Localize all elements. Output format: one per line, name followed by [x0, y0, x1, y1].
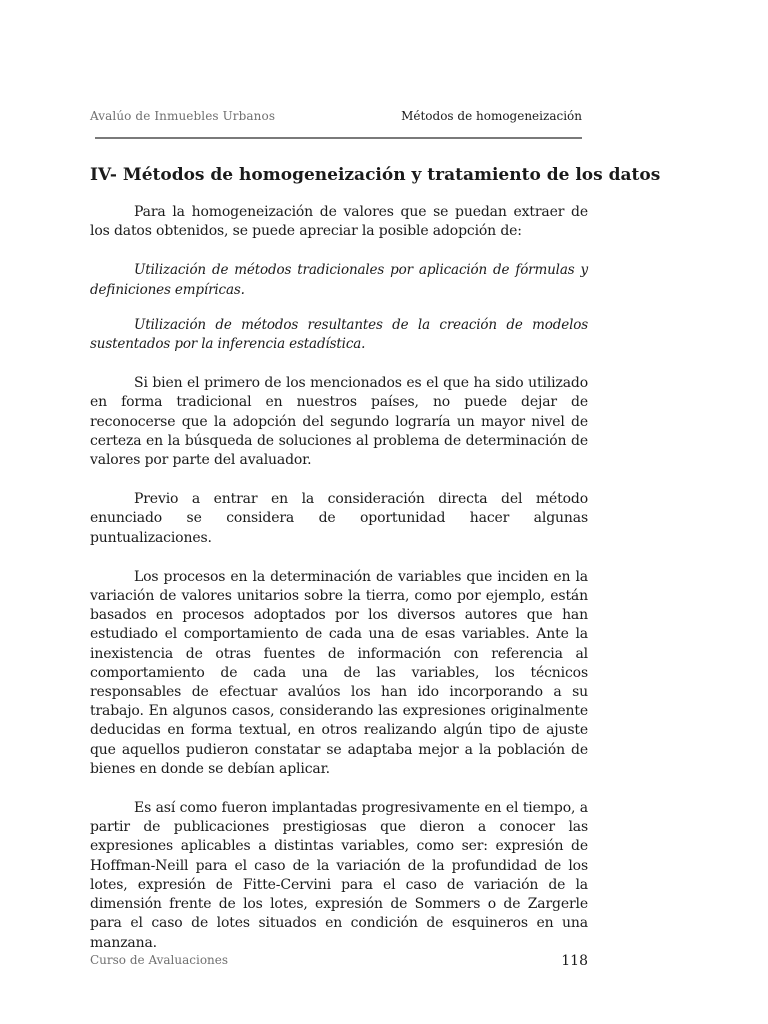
paragraph-statistical-methods: Utilización de métodos resultantes de la creación de modelos sustentados por la inferencia estadística. [90, 316, 588, 353]
paragraph-previous: Previo a entrar en la consideración directa del método enunciado se considera de oportunidad hacer algunas puntualizaciones. [90, 491, 588, 546]
page-number: 118 [561, 953, 588, 969]
running-header-chapter: Métodos de homogeneización [401, 109, 582, 123]
paragraph-processes: Los procesos en la determinación de variables que inciden en la variación de valores unitarios sobre la tierra, como por ejemplo, están basados en procesos adoptados por los diversos autores que han estudiado el comportamiento de cada una de esas variables. Ante la inexistencia de otras fuentes de información con referencia al comportamiento de cada una de las variables, los técnicos responsables de efectuar avalúos los han ido incorporando a su trabajo. En algunos casos, considerando las expresiones originalmente deducidas en forma textual, en otros realizando algún tipo de ajuste que aquellos pudieron constatar se adaptaba mejor a la población de bienes en donde se debían aplicar. [90, 568, 588, 777]
section-heading: IV- Métodos de homogeneización y tratamiento de los datos [90, 165, 661, 185]
paragraph-adoption: Si bien el primero de los mencionados es el que ha sido utilizado en forma tradicional en nuestros países, no puede dejar de reconocerse que la adopción del segundo lograría un mayor nivel de certeza en la búsqueda de soluciones al problema de determinación de valores por parte del avaluador. [90, 375, 588, 469]
paragraph-traditional-methods: Utilización de métodos tradicionales por aplicación de fórmulas y definiciones empíricas. [90, 262, 588, 298]
paragraph-intro: Para la homogeneización de valores que se puedan extraer de los datos obtenidos, se puede apreciar la posible adopción de: [90, 204, 588, 240]
page-body [90, 162, 661, 973]
footer-course-title: Curso de Avaluaciones [90, 953, 229, 967]
paragraph-expressions: Es así como fueron implantadas progresivamente en el tiempo, a partir de publicaciones prestigiosas que dieron a conocer las expresiones aplicables a distintas variables, como ser: expresión de Hoffman-Neill para el caso de la variación de la profundidad de los lotes, expresión de Fitte-Cervini para el caso de variación de la dimensión frente de los lotes, expresión de Sommers o de Zargerle para el caso de lotes situados en condición de esquineros en una manzana. [90, 800, 588, 951]
running-header-title: Avalúo de Inmuebles Urbanos [90, 109, 276, 123]
header-divider [95, 137, 582, 139]
